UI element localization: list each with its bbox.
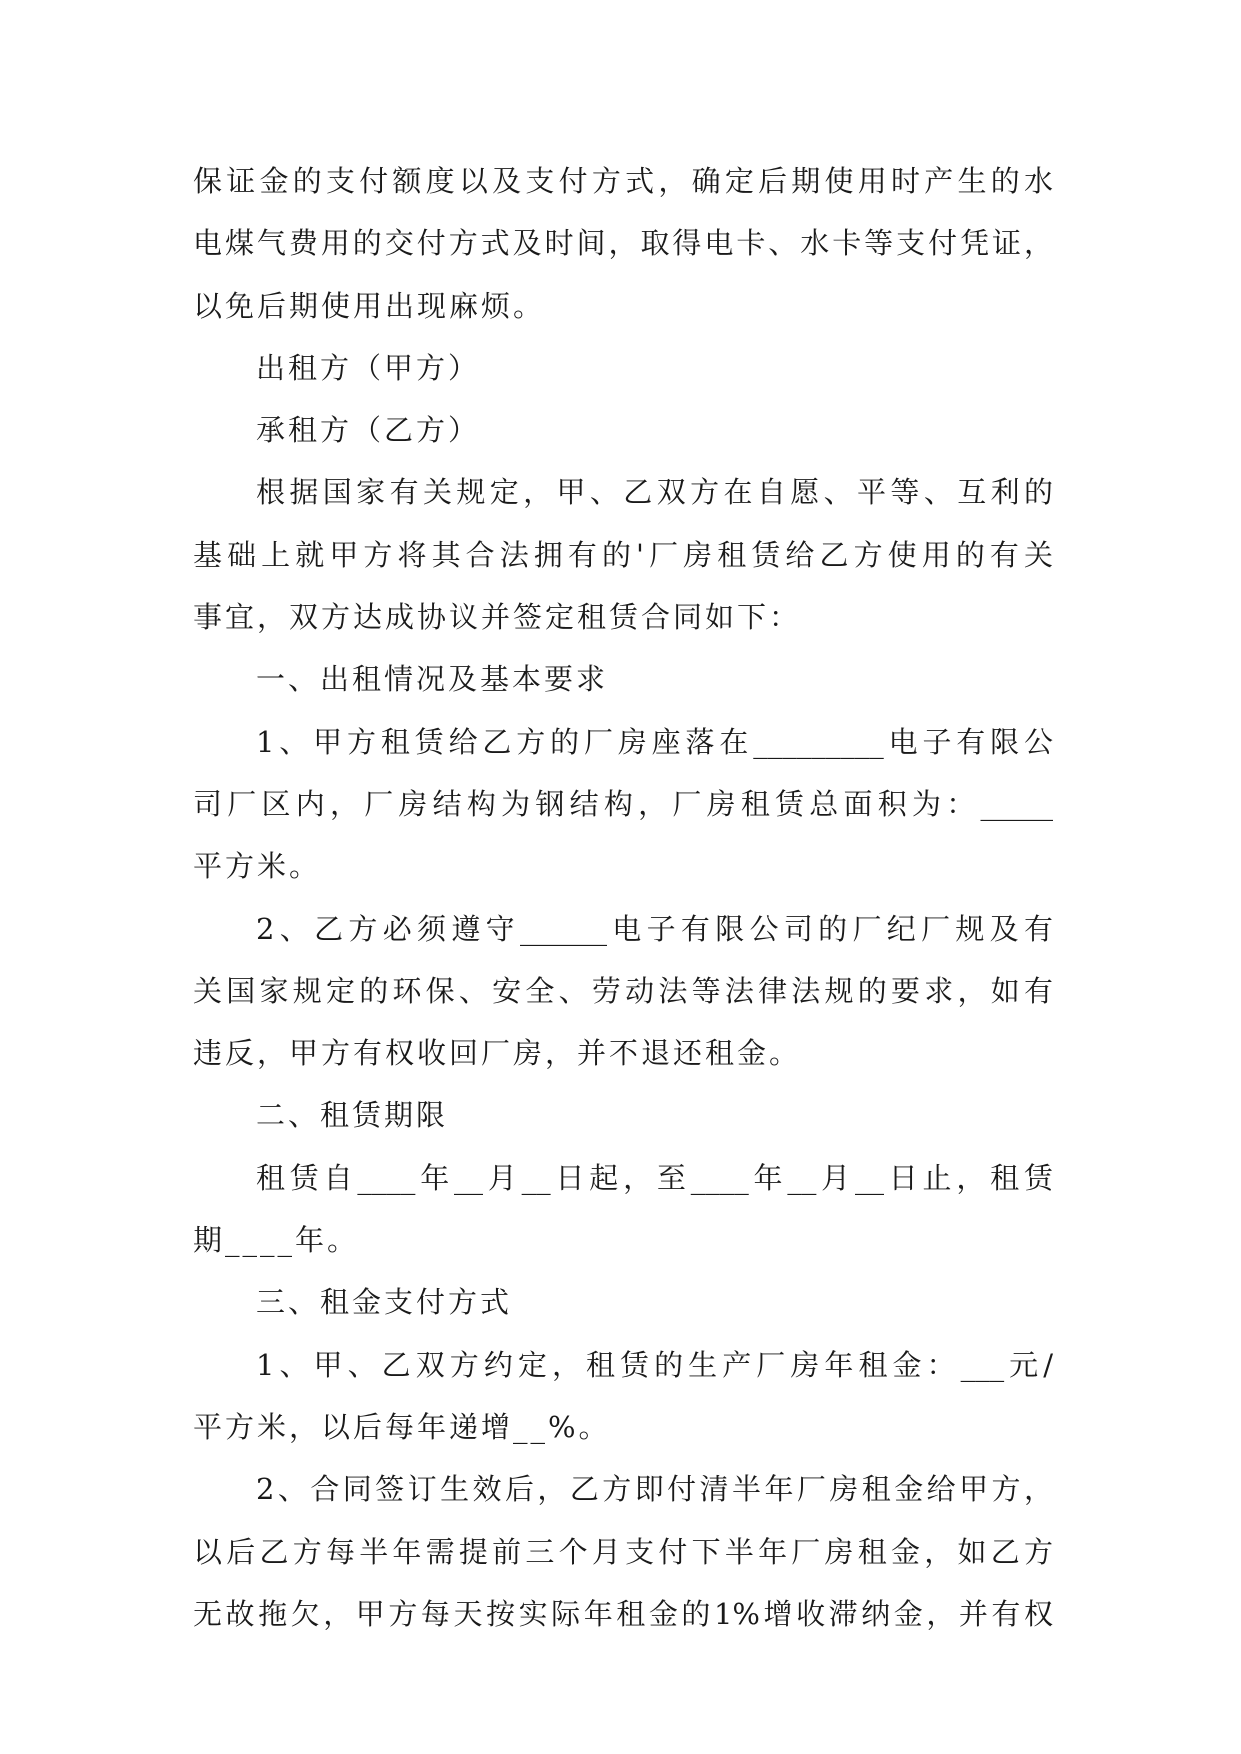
section-heading: 二、租赁期限	[256, 1098, 449, 1133]
text-line: 事宜，双方达成协议并签定租赁合同如下：	[193, 600, 802, 635]
text-line: 无故拖欠，甲方每天按实际年租金的1%增收滞纳金，并有权	[193, 1596, 1053, 1631]
section-heading: 三、租金支付方式	[256, 1285, 513, 1320]
document-body	[193, 150, 1053, 1645]
text-line: 保证金的支付额度以及支付方式，确定后期使用时产生的水	[193, 164, 1053, 198]
text-line: 租赁自____年__月__日起，至____年__月__日止，租赁	[256, 1160, 1053, 1195]
text-line: 平方米，以后每年递增__%。	[193, 1409, 611, 1444]
text-line: 电煤气费用的交付方式及时间，取得电卡、水卡等支付凭证，	[193, 226, 1053, 261]
text-line: 2、乙方必须遵守______电子有限公司的厂纪厂规及有	[256, 911, 1053, 946]
text-line: 关国家规定的环保、安全、劳动法等法律法规的要求，如有	[193, 973, 1053, 1008]
text-line: 平方米。	[193, 849, 322, 884]
text-line: 违反，甲方有权收回厂房，并不退还租金。	[193, 1036, 802, 1071]
text-line: 1、甲方租赁给乙方的厂房座落在_________电子有限公	[256, 724, 1053, 759]
text-line: 以后乙方每半年需提前三个月支付下半年厂房租金，如乙方	[193, 1534, 1053, 1569]
text-line: 司厂区内，厂房结构为钢结构，厂房租赁总面积为：_____	[193, 786, 1053, 821]
section-heading: 一、出租情况及基本要求	[256, 662, 609, 697]
party-lessee-label: 承租方（乙方）	[256, 413, 481, 448]
text-line: 1、甲、乙双方约定，租赁的生产厂房年租金：___元/	[256, 1347, 1053, 1382]
text-line: 基础上就甲方将其合法拥有的'厂房租赁给乙方使用的有关	[193, 537, 1053, 572]
text-line: 2、合同签订生效后，乙方即付清半年厂房租金给甲方，	[256, 1472, 1053, 1507]
text-line: 根据国家有关规定，甲、乙双方在自愿、平等、互利的	[256, 475, 1053, 510]
text-line: 期____年。	[193, 1223, 360, 1258]
party-lessor-label: 出租方（甲方）	[256, 350, 481, 385]
text-line: 以免后期使用出现麻烦。	[193, 288, 546, 323]
